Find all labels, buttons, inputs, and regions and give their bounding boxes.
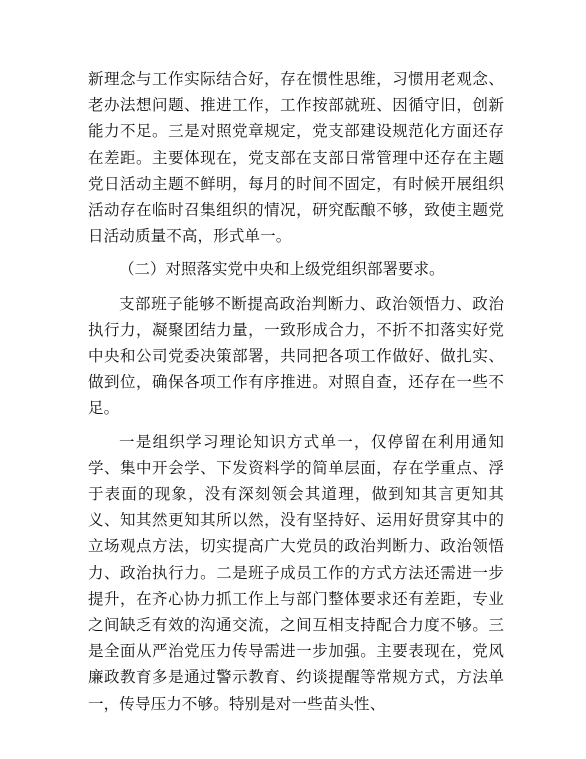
paragraph-1: 新理念与工作实际结合好，存在惯性思维，习惯用老观念、老办法想问题、推进工作，工作按部就班、因循守旧，创新能力不足。三是对照党章规定，党支部建设规范化方面还存在差距。主要体现在，党支部在支部日常管理中还存在主题党日活动主题不鲜明，每月的时间不固定，有时候开展组织活动存在临时召集组织的情况，研究酝酿不够，致使主题党日活动质量不高，形式单一。 <box>88 70 504 246</box>
paragraph-3: 一是组织学习理论知识方式单一，仅停留在利用通知学、集中开会学、下发资料学的简单层面，存在学重点、浮于表面的现象，没有深刻领会其道理，做到知其言更知其义、知其然更知其所以然，没有坚持好、运用好贯穿其中的立场观点方法，切实提高广大党员的政治判断力、政治领悟力、政治执行力。二是班子成员工作的方式方法还需进一步提升，在齐心协力抓工作上与部门整体要求还有差距，专业之间缺乏有效的沟通交流，之间互相支持配合力度不够。三是全面从严治党压力传导需进一步加强。主要表现在，党风廉政教育多是通过警示教育、约谈提醒等常规方式，方法单一，传导压力不够。特别是对一些苗头性、 <box>88 432 504 713</box>
paragraph-2: 支部班子能够不断提高政治判断力、政治领悟力、政治执行力，凝聚团结力量，一致形成合力，不折不扣落实好党中央和公司党委决策部署，共同把各项工作做好、做扎实、做到位，确保各项工作有序推进。对照自查，还存在一些不足。 <box>88 294 504 418</box>
document-body <box>88 66 504 717</box>
section-heading: （二）对照落实党中央和上级党组织部署要求。 <box>119 260 445 279</box>
